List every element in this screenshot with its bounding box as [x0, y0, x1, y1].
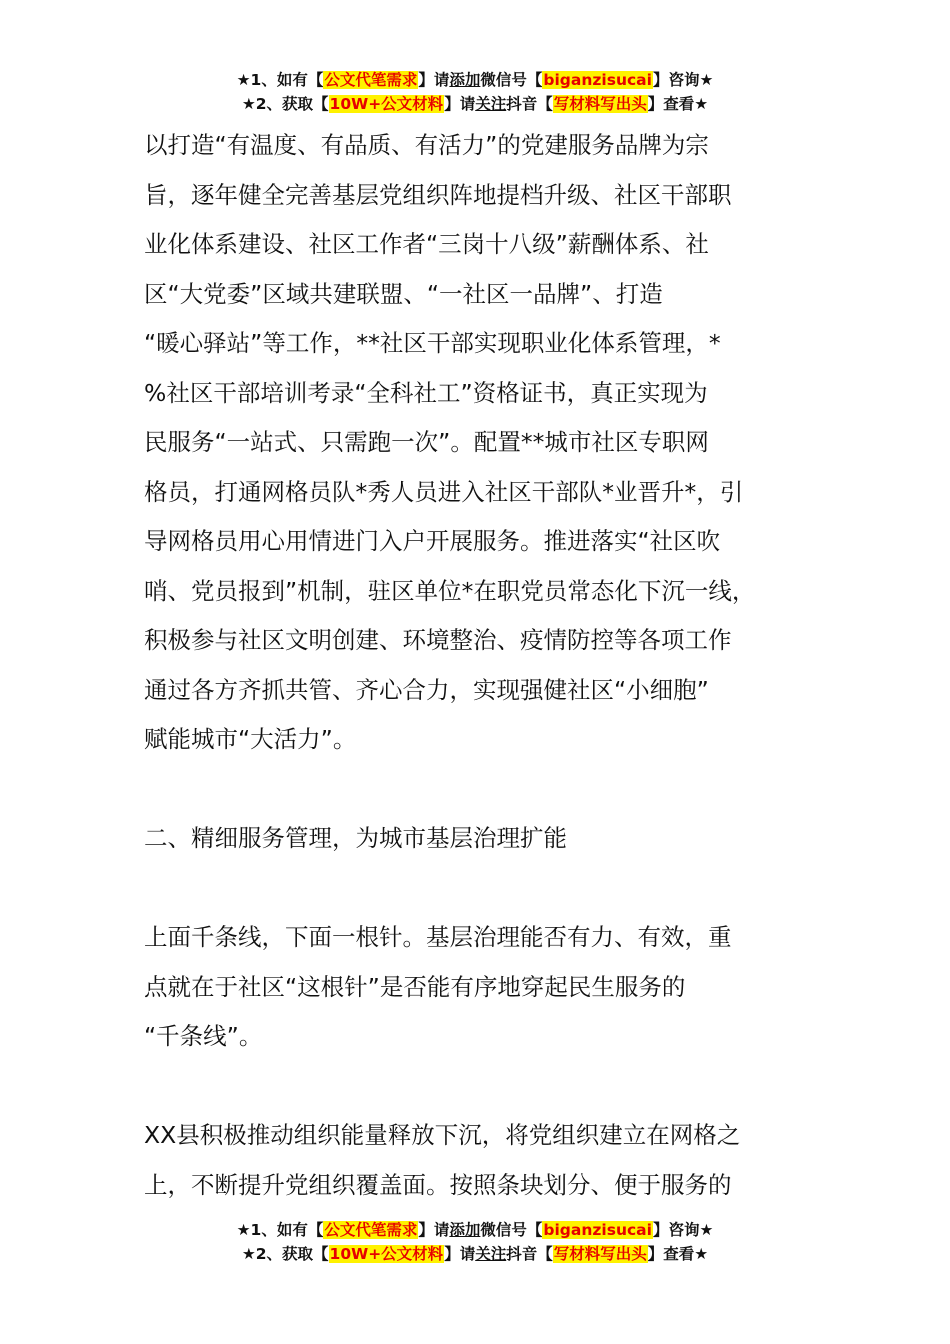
- body-line: 导网格员用心用情进门入户开展服务。推进落实“社区吹: [144, 527, 721, 555]
- body-line: 上面千条线，下面一根针。基层治理能否有力、有效，重: [144, 923, 732, 951]
- body-line: 通过各方齐抓共管、齐心合力，实现强健社区“小细胞”: [144, 675, 709, 704]
- highlight-service: 公文代笔需求: [324, 71, 418, 89]
- body-line: 哨、党员报到”机制，驻区单位*在职党员常态化下沉一线，: [144, 576, 756, 605]
- banner-underline-text: 关注: [475, 95, 507, 113]
- paragraph-gap: [144, 765, 834, 815]
- banner-text: 】查看★: [647, 1245, 709, 1263]
- body-line: 点就在于社区“这根针”是否能有序地穿起民生服务的: [144, 972, 686, 1001]
- banner-text: 微信号【: [480, 71, 543, 89]
- banner-text: ★1、如有【: [236, 71, 324, 89]
- banner-text: ★1、如有【: [236, 1221, 324, 1239]
- banner-text: 】请: [444, 95, 476, 113]
- highlight-wechat-id: biganzisucai: [543, 71, 652, 89]
- banner-text: 】查看★: [647, 95, 709, 113]
- banner-text: 】请: [418, 1221, 450, 1239]
- highlight-materials: 10W+公文材料: [329, 95, 444, 113]
- header-banner: [0, 68, 950, 116]
- body-line: 民服务“一站式、只需跑一次”。配置**城市社区专职网: [144, 428, 709, 456]
- footer-banner: [0, 1218, 950, 1266]
- body-line: 以打造“有温度、有品质、有活力”的党建服务品牌为宗: [144, 131, 709, 159]
- body-line: XX县积极推动组织能量释放下沉，将党组织建立在网格之: [144, 1121, 741, 1149]
- banner-underline-text: 关注: [475, 1245, 507, 1263]
- body-line: 区“大党委”区域共建联盟、“一社区一品牌”、打造: [144, 279, 663, 308]
- banner-line-2: [0, 92, 950, 116]
- banner-text: 抖音【: [506, 1245, 553, 1263]
- banner-line-1: [0, 68, 950, 92]
- banner-line-1: [0, 1218, 950, 1242]
- banner-text: 抖音【: [506, 95, 553, 113]
- body-line: 上，不断提升党组织覆盖面。按照条块划分、便于服务的: [144, 1170, 732, 1199]
- body-line: “千条线”。: [144, 1022, 263, 1050]
- banner-text: 】请: [418, 71, 450, 89]
- paragraph-gap: [144, 1062, 834, 1112]
- body-line: %社区干部培训考录“全科社工”资格证书，真正实现为: [144, 378, 708, 407]
- body-line: “暖心驿站”等工作，**社区干部实现职业化体系管理，*: [144, 329, 721, 357]
- highlight-materials: 10W+公文材料: [329, 1245, 444, 1263]
- paragraph-gap: [144, 864, 834, 914]
- section-heading: 二、精细服务管理，为城市基层治理扩能: [144, 824, 567, 852]
- banner-underline-text: 添加: [449, 71, 481, 89]
- document-body: [144, 121, 834, 1210]
- banner-line-2: [0, 1242, 950, 1266]
- highlight-service: 公文代笔需求: [324, 1221, 418, 1239]
- banner-underline-text: 添加: [449, 1221, 481, 1239]
- body-line: 旨，逐年健全完善基层党组织阵地提档升级、社区干部职: [144, 180, 732, 209]
- body-line: 赋能城市“大活力”。: [144, 725, 357, 753]
- banner-text: 】咨询★: [652, 71, 714, 89]
- highlight-wechat-id: biganzisucai: [543, 1221, 652, 1239]
- highlight-douyin-id: 写材料写出头: [553, 95, 647, 113]
- banner-text: 】咨询★: [652, 1221, 714, 1239]
- body-line: 积极参与社区文明创建、环境整治、疫情防控等各项工作: [144, 626, 732, 654]
- banner-text: ★2、获取【: [241, 1245, 329, 1263]
- banner-text: ★2、获取【: [241, 95, 329, 113]
- highlight-douyin-id: 写材料写出头: [553, 1245, 647, 1263]
- body-line: 业化体系建设、社区工作者“三岗十八级”薪酬体系、社: [144, 230, 709, 258]
- body-line: 格员，打通网格员队*秀人员进入社区干部队*业晋升*，引: [144, 477, 744, 506]
- banner-text: 】请: [444, 1245, 476, 1263]
- banner-text: 微信号【: [480, 1221, 543, 1239]
